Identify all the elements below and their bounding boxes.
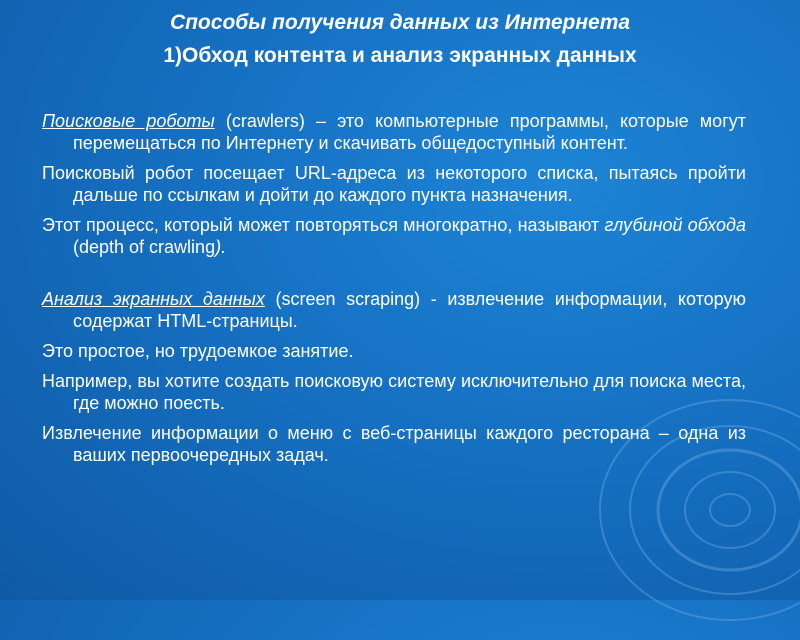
paragraph-screen-scraping (42, 288, 746, 332)
paragraph-text: Это простое, но трудоемкое занятие. (42, 341, 354, 361)
paragraph-example (42, 370, 746, 414)
paragraph-text: Извлечение информации о меню с веб-страницы каждого ресторана – одна из ваших первоочередных задач. (42, 423, 746, 465)
slide-body (42, 110, 746, 474)
paragraph-text: Например, вы хотите создать поисковую систему исключительно для поиска места, где можно поесть. (42, 371, 746, 413)
paragraph-simple-task (42, 340, 746, 362)
paragraph-text: (crawlers) – это компьютерные программы, которые могут перемещаться по Интернету и скачивать общедоступный контент. (73, 111, 746, 153)
slide-title: Способы получения данных из Интернета (169, 11, 631, 34)
paragraph-text: Поисковый робот посещает URL-адреса из некоторого списка, пытаясь пройти дальше по ссылкам и дойти до каждого пункта назначения. (42, 163, 746, 205)
paragraph-robot-visits (42, 162, 746, 206)
paragraph-text: Этот процесс, который может повторяться многократно, называют (42, 215, 605, 235)
paragraph-end: ). (215, 237, 227, 257)
term-crawlers: Поисковые роботы (42, 111, 215, 131)
paragraph-text: (depth of crawling (73, 237, 216, 257)
paragraph-menu-extraction (42, 422, 746, 466)
term-screen-scraping: Анализ экранных данных (42, 289, 265, 309)
slide-subtitle: 1)Обход контента и анализ экранных данных (163, 44, 637, 67)
term-crawl-depth: глубиной обхода (604, 215, 746, 235)
paragraph-crawl-depth (42, 214, 746, 258)
paragraph-text: (screen scraping) - извлечение информации, которую содержат HTML-страницы. (73, 289, 746, 331)
paragraph-crawlers (42, 110, 746, 154)
